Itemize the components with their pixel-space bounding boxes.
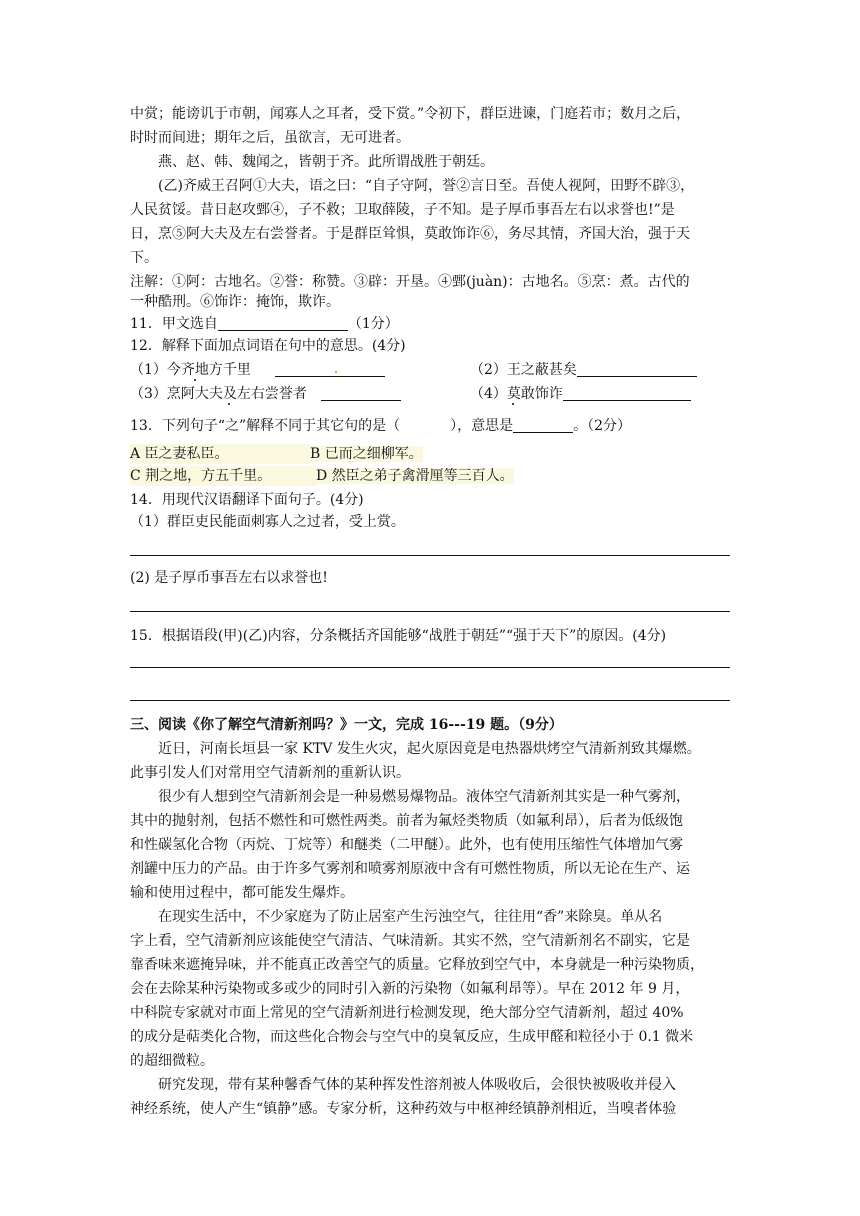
q13-stem-c: 。（2分） bbox=[573, 418, 632, 434]
q12-item-1-blank[interactable] bbox=[275, 362, 385, 377]
q12-item-1 bbox=[130, 360, 450, 380]
article-line: 的超细微粒。 bbox=[130, 1053, 214, 1069]
q12-item-3-blank[interactable] bbox=[321, 386, 401, 401]
article-line: 很少有人想到空气清新剂会是一种易燃易爆物品。液体空气清新剂其实是一种气雾剂， bbox=[158, 789, 690, 805]
q13-options-row-1 bbox=[130, 444, 530, 464]
q12-item-2 bbox=[470, 360, 730, 380]
q14-sentence-2: (2) 是子厚币事吾左右以求誉也! bbox=[130, 570, 328, 586]
q14-answer-line-2[interactable] bbox=[130, 611, 730, 612]
article-line: 其中的抛射剂，包括不燃性和可燃性两类。前者为氟烃类物质（如氟利昂），后者为低级饱 bbox=[130, 813, 683, 829]
passage-yi-line: 下。 bbox=[130, 250, 158, 266]
q13-option-b: B 已而之细柳军。 bbox=[310, 446, 423, 462]
q12-item-4-blank[interactable] bbox=[563, 386, 691, 401]
article-line: 的成分是萜类化合物，而这些化合物会与空气中的臭氧反应，生成甲醛和粒径小于 0.1 微米 bbox=[130, 1029, 694, 1045]
q11-prefix: 11．甲文选自 bbox=[130, 316, 218, 332]
article-line: 近日，河南长垣县一家 KTV 发生火灾，起火原因竟是电热器烘烤空气清新剂致其爆燃。 bbox=[158, 741, 701, 757]
article-line: 神经系统，使人产生“镇静”感。专家分析，这种药效与中枢神经镇静剂相近，当嗅者体验 bbox=[130, 1101, 677, 1117]
article-line: 此事引发人们对常用空气清新剂的重新认识。 bbox=[130, 765, 410, 781]
q11-suffix: （1分） bbox=[347, 316, 399, 332]
article-line: 剂罐中压力的产品。由于许多气雾剂和喷雾剂原液中含有可燃性物质，所以无论在生产、运 bbox=[130, 861, 690, 877]
passage-jia-line: 燕、赵、韩、魏闻之，皆朝于齐。此所谓战胜于朝廷。 bbox=[158, 154, 494, 170]
q13-option-a: A 臣之妻私臣。 bbox=[130, 444, 310, 464]
notes-line: 一种酷刑。⑥饰诈：掩饰，欺诈。 bbox=[130, 294, 340, 310]
q14-answer-line-1[interactable] bbox=[130, 555, 730, 556]
q12-item-3 bbox=[130, 384, 450, 404]
q13-stem-a: 13．下列句子“之”解释不同于其它句的是（ bbox=[130, 418, 401, 434]
article-line: 研究发现，带有某种馨香气体的某种挥发性溶剂被人体吸收后，会很快被吸收并侵入 bbox=[158, 1077, 676, 1093]
article-line: 靠香味来遮掩异味，并不能真正改善空气的质量。它释放到空气中，本身就是一种污染物质， bbox=[130, 957, 704, 973]
emphasis-dot bbox=[228, 403, 230, 405]
article-line: 会在去除某种污染物或多或少的同时引入新的污染物（如氟利昂等）。早在 2012 年 9 月， bbox=[130, 981, 690, 997]
passage-yi-line: 日，烹⑤阿大夫及左右尝誉者。于是群臣耸惧，莫敢饰诈⑥，务尽其情，齐国大治，强于天 bbox=[130, 226, 690, 242]
q12-item-2-text: （2）王之蔽甚矣 bbox=[470, 362, 577, 378]
emphasis-dot bbox=[335, 371, 337, 373]
section-3-heading: 三、阅读《你了解空气清新剂吗？》一文，完成 16---19 题。（9分） bbox=[130, 717, 563, 733]
article-line: 和性碳氢化合物（丙烷、丁烷等）和醚类（二甲醚）。此外，也有使用压缩性气体增加气雾 bbox=[130, 837, 683, 853]
q13-options-row-2 bbox=[130, 466, 530, 486]
q15-answer-line-2[interactable] bbox=[130, 700, 730, 701]
q14-sentence-1: （1）群臣吏民能面刺寡人之过者，受上赏。 bbox=[130, 514, 405, 530]
passage-jia-line: 时时而间进；期年之后，虽欲言，无可进者。 bbox=[130, 130, 410, 146]
emphasis-dot bbox=[194, 379, 196, 381]
passage-yi-line: 人民贫馁。昔日赵攻鄄④，子不救；卫取薛陵，子不知。是子厚币事吾左右以求誉也!”是 bbox=[130, 202, 675, 218]
question-13-stem bbox=[130, 416, 730, 436]
question-15-stem: 15．根据语段(甲)(乙)内容，分条概括齐国能够“战胜于朝廷”“强于天下”的原因。(4分) bbox=[130, 628, 667, 644]
emphasis-dot bbox=[512, 403, 514, 405]
q12-item-2-blank[interactable] bbox=[577, 362, 697, 377]
article-line: 在现实生活中，不少家庭为了防止居室产生污浊空气，往往用“香”来除臭。单从名 bbox=[158, 909, 663, 925]
q13-meaning-blank[interactable] bbox=[513, 418, 573, 433]
q12-item-4-text: （4）莫敢饰诈 bbox=[470, 386, 563, 402]
q12-item-4 bbox=[470, 384, 730, 404]
q12-item-3-text: （3）烹阿大夫及左右尝誉者 bbox=[130, 386, 307, 402]
q12-item-1-text: （1）今齐地方千里 bbox=[130, 362, 251, 378]
q11-answer-blank[interactable] bbox=[218, 316, 348, 331]
q13-option-d: D 然臣之弟子禽滑厘等三百人。 bbox=[316, 468, 514, 484]
article-line: 中科院专家就对市面上常见的空气清新剂进行检测发现，绝大部分空气清新剂，超过 40% bbox=[130, 1005, 684, 1021]
notes-line: 注解：①阿：古地名。②誉：称赞。③辟：开垦。④鄄(juàn)：古地名。⑤烹：煮。古代的 bbox=[130, 274, 690, 290]
question-12-stem: 12．解释下面加点词语在句中的意思。(4分) bbox=[130, 338, 406, 354]
q15-answer-line-1[interactable] bbox=[130, 667, 730, 668]
q13-stem-b: ），意思是 bbox=[450, 418, 514, 434]
question-11 bbox=[130, 314, 730, 334]
article-line: 输和使用过程中，都可能发生爆炸。 bbox=[130, 885, 354, 901]
q13-option-c: C 荆之地，方五千里。 bbox=[130, 466, 316, 486]
article-line: 字上看，空气清新剂应该能使空气清洁、气味清新。其实不然，空气清新剂名不副实，它是 bbox=[130, 933, 690, 949]
passage-jia-line: 中赏；能谤讥于市朝，闻寡人之耳者，受下赏。”令初下，群臣进谏，门庭若市；数月之后， bbox=[130, 106, 691, 122]
passage-yi-line: (乙)齐威王召阿①大夫，语之曰：“自子守阿，誉②言日至。吾使人视阿，田野不辟③， bbox=[158, 178, 695, 194]
question-14-stem: 14．用现代汉语翻译下面句子。(4分) bbox=[130, 492, 364, 508]
